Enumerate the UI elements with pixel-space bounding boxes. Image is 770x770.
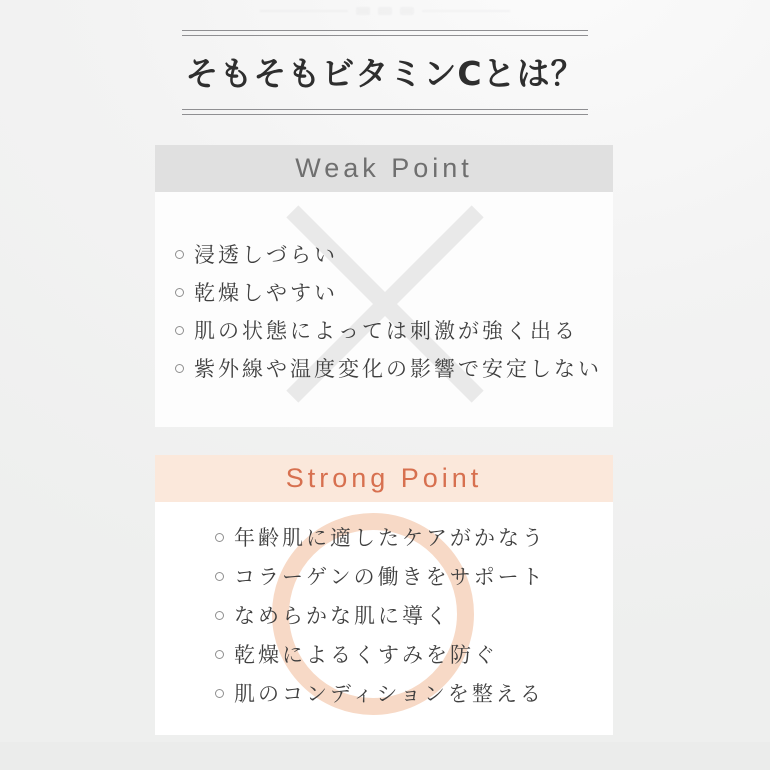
list-item bbox=[215, 525, 613, 549]
bullet-circle-icon bbox=[215, 650, 224, 659]
list-item-text: なめらかな肌に導く bbox=[234, 604, 450, 628]
bullet-circle-icon bbox=[175, 326, 184, 335]
bullet-circle-icon bbox=[215, 689, 224, 698]
faint-line-left bbox=[260, 10, 348, 12]
strong-point-section bbox=[155, 455, 613, 735]
faint-glyph bbox=[378, 7, 392, 15]
list-item-text: 乾燥しやすい bbox=[194, 281, 338, 305]
page-title: そもそもビタミンCとは？ bbox=[185, 54, 585, 93]
list-item-text: 肌のコンディションを整える bbox=[234, 682, 544, 706]
double-rule-top bbox=[182, 30, 588, 36]
list-item bbox=[175, 280, 613, 304]
list-item bbox=[175, 318, 613, 342]
bullet-circle-icon bbox=[215, 533, 224, 542]
faint-cropped-text bbox=[260, 4, 510, 18]
bullet-circle-icon bbox=[175, 288, 184, 297]
list-item-text: 肌の状態によっては刺激が強く出る bbox=[194, 319, 578, 343]
bottom-background-band bbox=[0, 742, 770, 770]
faint-glyph bbox=[356, 7, 370, 15]
list-item bbox=[175, 242, 613, 266]
list-item-text: 年齢肌に適したケアがかなう bbox=[234, 526, 546, 550]
title-block bbox=[182, 30, 588, 115]
weak-point-section bbox=[155, 145, 613, 427]
double-rule-bottom bbox=[182, 109, 588, 115]
list-item-text: 紫外線や温度変化の影響で安定しない bbox=[194, 357, 602, 381]
list-item bbox=[215, 681, 613, 705]
strong-point-header: Strong Point bbox=[155, 455, 613, 502]
weak-point-list bbox=[155, 192, 613, 380]
bullet-circle-icon bbox=[175, 250, 184, 259]
list-item-text: コラーゲンの働きをサポート bbox=[234, 565, 546, 589]
list-item bbox=[215, 603, 613, 627]
bullet-circle-icon bbox=[215, 611, 224, 620]
faint-line-right bbox=[422, 10, 510, 12]
weak-point-body bbox=[155, 192, 613, 427]
strong-point-list bbox=[155, 502, 613, 705]
list-item bbox=[215, 564, 613, 588]
list-item-text: 浸透しづらい bbox=[194, 243, 338, 267]
bullet-circle-icon bbox=[215, 572, 224, 581]
list-item bbox=[215, 642, 613, 666]
list-item bbox=[175, 356, 613, 380]
list-item-text: 乾燥によるくすみを防ぐ bbox=[234, 643, 498, 667]
bullet-circle-icon bbox=[175, 364, 184, 373]
weak-point-header: Weak Point bbox=[155, 145, 613, 192]
strong-point-body bbox=[155, 502, 613, 735]
faint-glyph bbox=[400, 7, 414, 15]
